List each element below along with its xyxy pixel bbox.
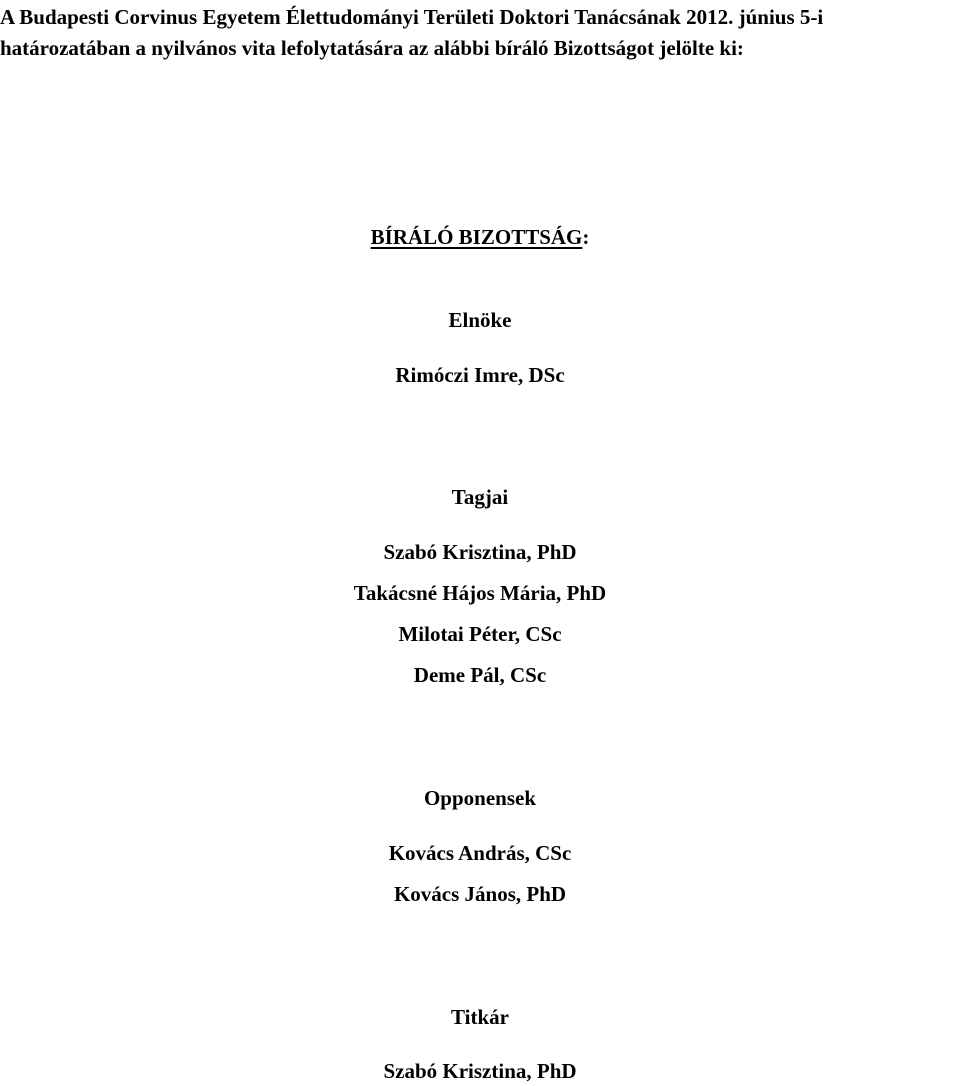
intro-line-1: A Budapesti Corvinus Egyetem Élettudományi Területi Doktori Tanácsának 2012. június 5-i <box>0 5 824 29</box>
member-2: Takácsné Hájos Mária, PhD <box>353 581 607 605</box>
member-3: Milotai Péter, CSc <box>398 622 562 646</box>
chair-member: Rimóczi Imre, DSc <box>395 363 565 387</box>
intro-paragraph <box>0 2 960 64</box>
committee-title <box>0 224 960 250</box>
chair-heading: Elnöke <box>448 308 512 332</box>
secretary-member: Szabó Krisztina, PhD <box>383 1059 577 1083</box>
committee-title-text: BÍRÁLÓ BIZOTTSÁG <box>370 225 583 249</box>
member-4: Deme Pál, CSc <box>413 663 547 687</box>
intro-line-2: határozatában a nyilvános vita lefolytatására az alábbi bíráló Bizottságot jelölte ki: <box>0 36 744 60</box>
members-heading: Tagjai <box>451 485 509 509</box>
committee-title-colon: : <box>582 225 590 249</box>
opponent-2: Kovács János, PhD <box>393 882 567 906</box>
opponent-1: Kovács András, CSc <box>388 841 572 865</box>
member-1: Szabó Krisztina, PhD <box>383 540 577 564</box>
secretary-heading: Titkár <box>451 1005 509 1029</box>
opponents-heading: Opponensek <box>423 786 537 810</box>
